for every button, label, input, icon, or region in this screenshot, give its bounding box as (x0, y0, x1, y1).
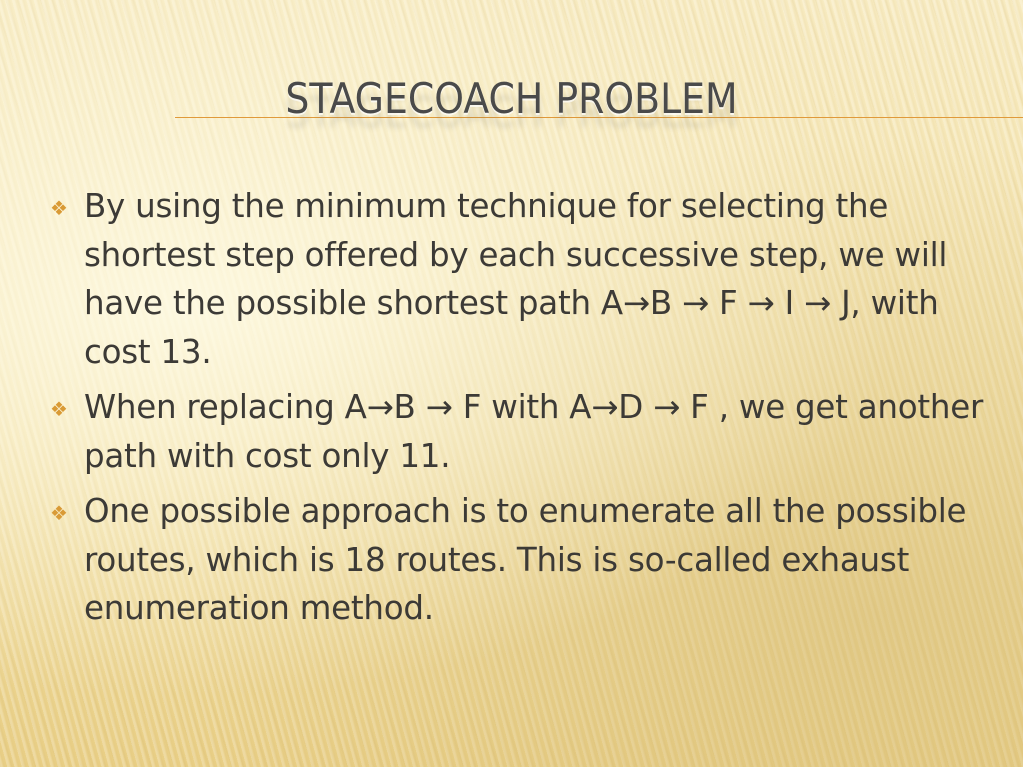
slide-title: STAGECOACH PROBLEM (285, 74, 738, 123)
diamond-dots-icon: ❖ (50, 397, 68, 421)
bullet-item (50, 182, 995, 376)
bullet-item (50, 487, 995, 633)
bullet-list (50, 182, 995, 640)
bullet-text: One possible approach is to enumerate all the possible routes, which is 18 routes. This is so-called exhaust enumeration method. (84, 492, 967, 627)
bullet-text: By using the minimum technique for selecting the shortest step offered by each successive step, we will have the possible shortest path A→B → F → I → J, with cost 13. (84, 187, 948, 371)
bullet-text: When replacing A→B → F with A→D → F , we get another path with cost only 11. (84, 388, 984, 475)
diamond-dots-icon: ❖ (50, 196, 68, 220)
bullet-item (50, 383, 995, 480)
diamond-dots-icon: ❖ (50, 501, 68, 525)
